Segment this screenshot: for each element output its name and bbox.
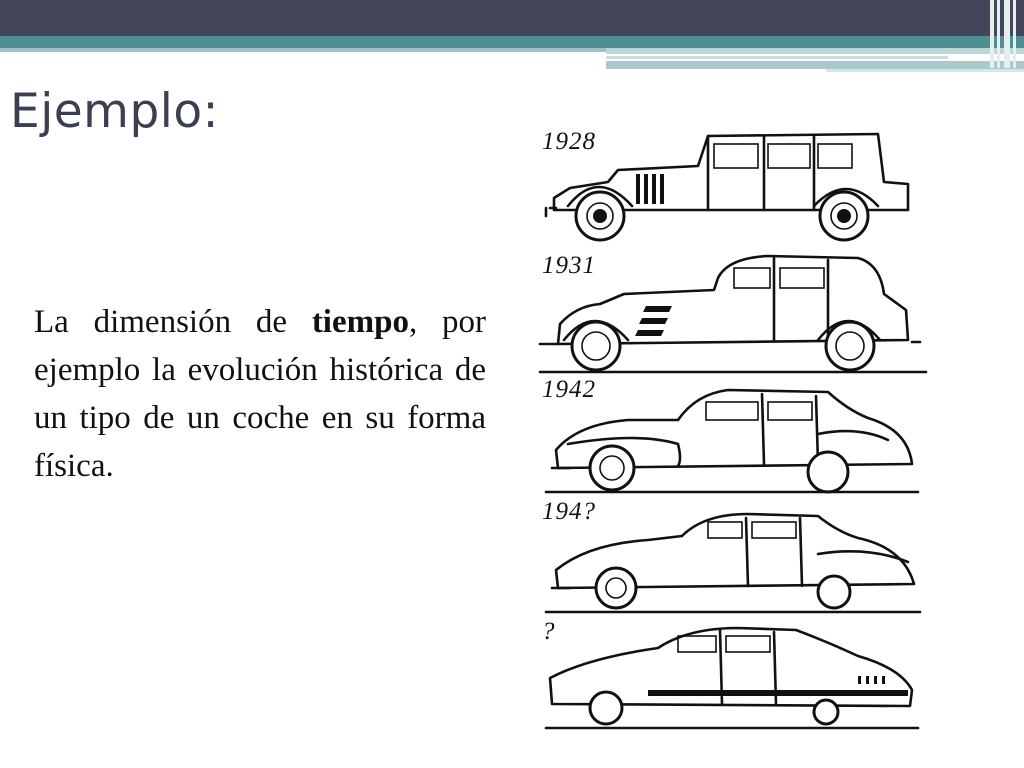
banner-vertical-stripe — [997, 0, 1000, 68]
banner-light-stripe — [0, 48, 606, 52]
body-rest: , por ejemplo la evolución histórica de un tipo de un coche en su forma física. — [34, 304, 486, 484]
banner-vertical-stripe — [1004, 0, 1010, 68]
banner-light-stripe — [606, 56, 948, 59]
year-label-1942: 1942 — [542, 376, 596, 403]
slide-body-text — [34, 298, 486, 490]
body-word: de — [255, 304, 288, 340]
car-future-drawing — [528, 620, 938, 740]
car-1931-drawing — [528, 254, 938, 374]
year-label-1928: 1928 — [542, 128, 596, 155]
banner-dark-band — [0, 0, 1024, 36]
slide-title: Ejemplo: — [10, 84, 219, 139]
body-word: La — [34, 304, 69, 340]
car-194q-drawing — [528, 506, 938, 626]
banner-light-stripe — [606, 61, 1024, 69]
year-label-unknown: ? — [542, 618, 556, 645]
car-1928-drawing — [528, 122, 938, 242]
banner-light-stripe — [606, 48, 1024, 54]
banner-vertical-stripe — [1013, 0, 1016, 68]
body-bold-term: tiempo — [311, 304, 409, 340]
banner-vertical-stripe — [990, 0, 994, 68]
car-1942-drawing — [528, 380, 938, 500]
car-evolution-figure — [528, 122, 938, 732]
year-label-194q: 194? — [542, 498, 596, 525]
body-word: dimensión — [93, 304, 232, 340]
banner-teal-band — [0, 36, 1024, 48]
header-banner — [0, 0, 1024, 75]
year-label-1931: 1931 — [542, 252, 596, 279]
banner-light-stripe — [826, 69, 1024, 72]
